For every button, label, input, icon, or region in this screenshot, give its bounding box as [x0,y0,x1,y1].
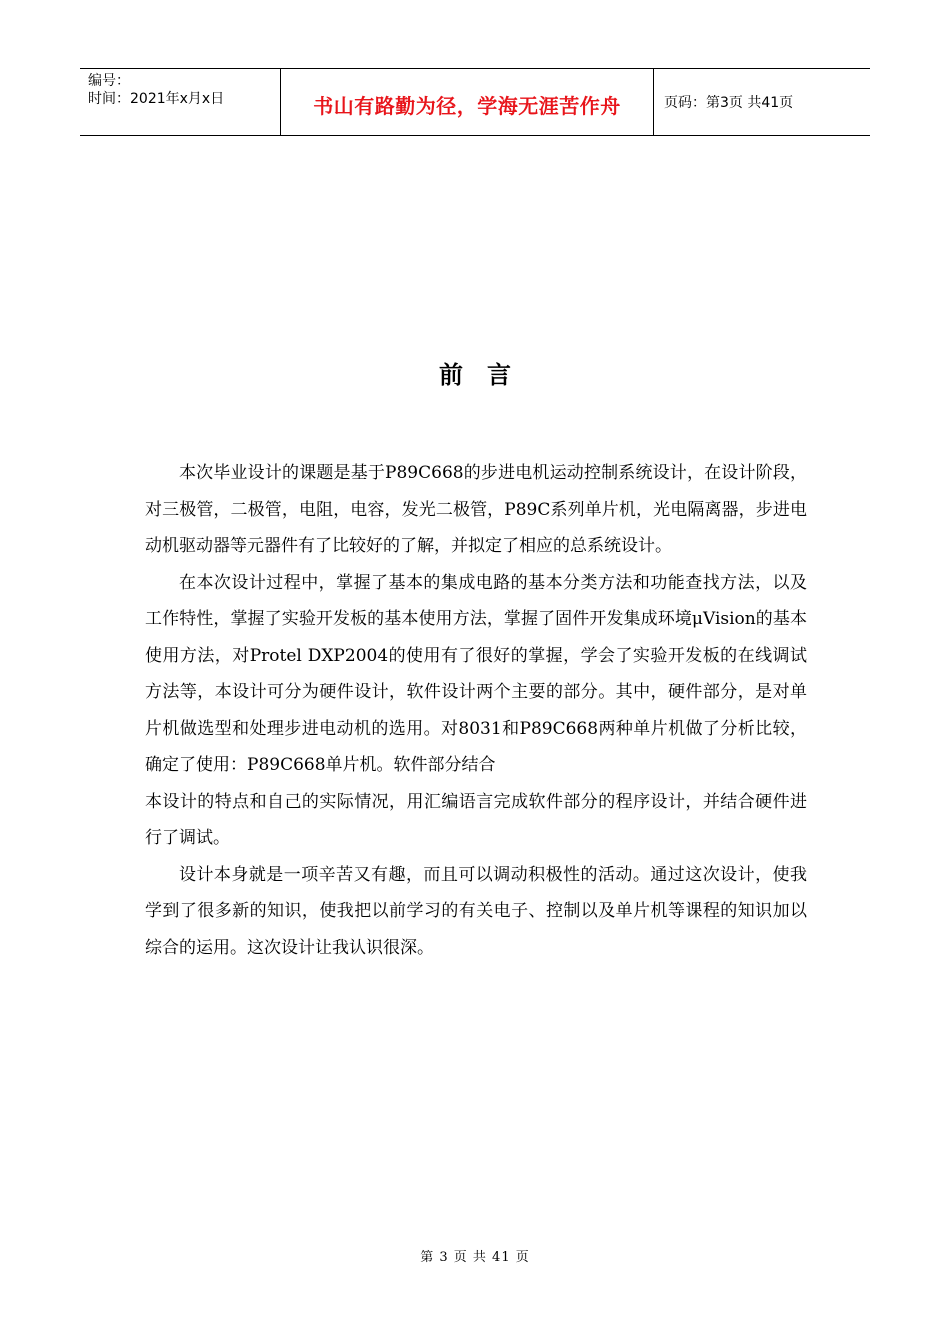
header-motto: 书山有路勤为径，学海无涯苦作舟 [313,93,621,118]
paragraph: 本设计的特点和自己的实际情况，用汇编语言完成软件部分的程序设计，并结合硬件进行了调试。 [145,791,807,848]
document-time-label: 时间：2021年x月x日 [88,91,225,107]
header-page-info: 页码：第3页 共41页 [664,95,794,111]
page-footer: 第 3 页 共 41 页 [420,1250,530,1265]
page-header [80,68,870,136]
header-motto-cell [281,69,654,135]
section-title: 前言 [439,361,535,389]
paragraph: 设计本身就是一项辛苦又有趣，而且可以调动积极性的活动。通过这次设计，使我学到了很多新的知识，使我把以前学习的有关电子、控制以及单片机等课程的知识加以综合的运用。这次设计让我认识很深。 [145,864,807,958]
body-text [145,455,807,966]
paragraph: 在本次设计过程中，掌握了基本的集成电路的基本分类方法和功能查找方法，以及工作特性，掌握了实验开发板的基本使用方法，掌握了固件开发集成环境μVision的基本使用方法，对Protel DXP2004的使用有了很好的掌握，学会了实验开发板的在线调试方法等，本设计可分为硬件设计，软件设计两个主要的部分。其中，硬件部分，是对单片机做选型和处理步进电动机的选用。对8031和P89C668两种单片机做了分析比较，确定了使用：P89C668单片机。软件部分结合 [145,572,807,775]
header-meta-cell [80,69,281,135]
document-number-label: 编号： [88,73,130,89]
header-page-cell [654,69,870,135]
paragraph: 本次毕业设计的课题是基于P89C668的步进电机运动控制系统设计，在设计阶段，对三极管，二极管，电阻，电容，发光二极管，P89C系列单片机，光电隔离器，步进电动机驱动器等元器件有了比较好的了解，并拟定了相应的总系统设计。 [145,463,807,556]
